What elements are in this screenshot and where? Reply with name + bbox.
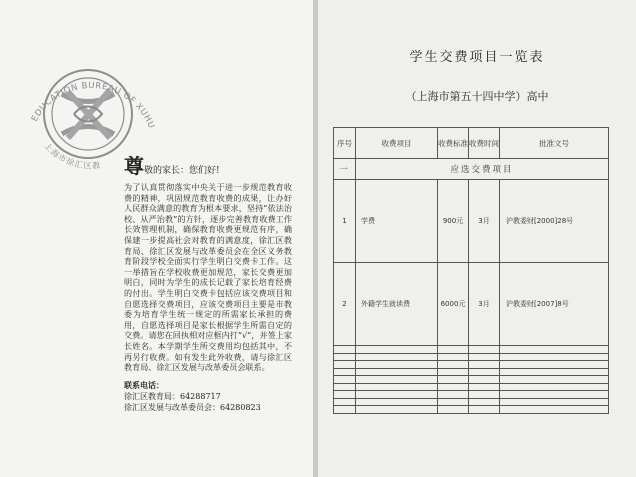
- header-approval: 批准文号: [500, 128, 609, 159]
- table-row-empty: [334, 383, 609, 391]
- row-time: 3月: [469, 180, 500, 263]
- table-row-empty: [334, 391, 609, 399]
- header-amount: 收费标准: [438, 128, 469, 159]
- row-approval: 沪教委财[2007]8号: [500, 263, 609, 346]
- greeting-text: 敬的家长：您们好!: [144, 166, 220, 176]
- section-row: [334, 159, 609, 180]
- table-row-empty: [334, 353, 609, 361]
- contacts-heading: 联系电话：: [124, 380, 164, 390]
- fee-table: [333, 127, 609, 414]
- contact-education-bureau: 徐汇区教育局：64288717: [124, 392, 221, 401]
- row-item: 外籍学生就读费: [356, 263, 438, 346]
- logo-arc-text: EDUCATION BUREAU OF XUHU: [29, 80, 157, 131]
- header-number: 序号: [334, 128, 356, 159]
- table-row-empty: [334, 398, 609, 406]
- logo-cn-text: 上海市徐汇区教: [42, 141, 102, 171]
- contact-development-commission: 徐汇区发展与改革委员会：64280823: [124, 403, 261, 412]
- section-number: 一: [334, 159, 356, 180]
- row-time: 3月: [469, 263, 500, 346]
- table-row-empty: [334, 368, 609, 376]
- row-number: 2: [334, 263, 356, 346]
- table-row: [334, 263, 609, 346]
- contacts: [124, 380, 304, 413]
- table-row: [334, 180, 609, 263]
- letter-paragraph: 为了认真贯彻落实中央关于进一步规范教育收费的精神，巩固规范教育收费的成果，让办好人民群众满意的教育为根本要求，坚持“依法治校、从严治教”的方针，逐步完善教育收费工作长效管理机制，确保教育收费更规范有序，确保建一步提高社会对教育的满意度，徐汇区教育局、徐汇区发展与改革委员会在全区义务教育阶段学校全面实行学生明白交费卡工作。这一举措旨在学校收费更加规范，家长交费更加明白，同时为学生的成长记载了家长培育经费的付出。学生明白交费卡包括应该交费项目和自愿选择交费项目，应该交费项目主要是市教委为培育学生统一规定的所需家长承担的费用，自愿选择项目是家长根据学生所需自定的交费。请您在回执相对应框内打“√”，并签上家长姓名。本学期学生所交费用均包括其中，不再另行收费。如有发生此外收费，请与徐汇区教育局、徐汇区发展与改革委员会联系。: [124, 182, 292, 373]
- table-row-empty: [334, 361, 609, 369]
- header-item: 收费项目: [356, 128, 438, 159]
- letter-body: [124, 182, 292, 373]
- greeting-initial: 尊: [124, 154, 144, 178]
- row-approval: 沪教委财[2000]28号: [500, 180, 609, 263]
- table-row-empty: [334, 346, 609, 354]
- header-time: 收费时间: [469, 128, 500, 159]
- table-header-row: [334, 128, 609, 159]
- left-page: [0, 0, 313, 477]
- table-row-empty: [334, 406, 609, 414]
- row-item: 学费: [356, 180, 438, 263]
- greeting: [124, 150, 304, 179]
- table-row-empty: [334, 376, 609, 384]
- section-label: 应选交费项目: [356, 159, 609, 180]
- page-title: 学生交费项目一览表: [409, 50, 545, 65]
- row-number: 1: [334, 180, 356, 263]
- row-amount: 6000元: [438, 263, 469, 346]
- page-subtitle: （上海市第五十四中学）高中: [405, 90, 549, 103]
- row-amount: 900元: [438, 180, 469, 263]
